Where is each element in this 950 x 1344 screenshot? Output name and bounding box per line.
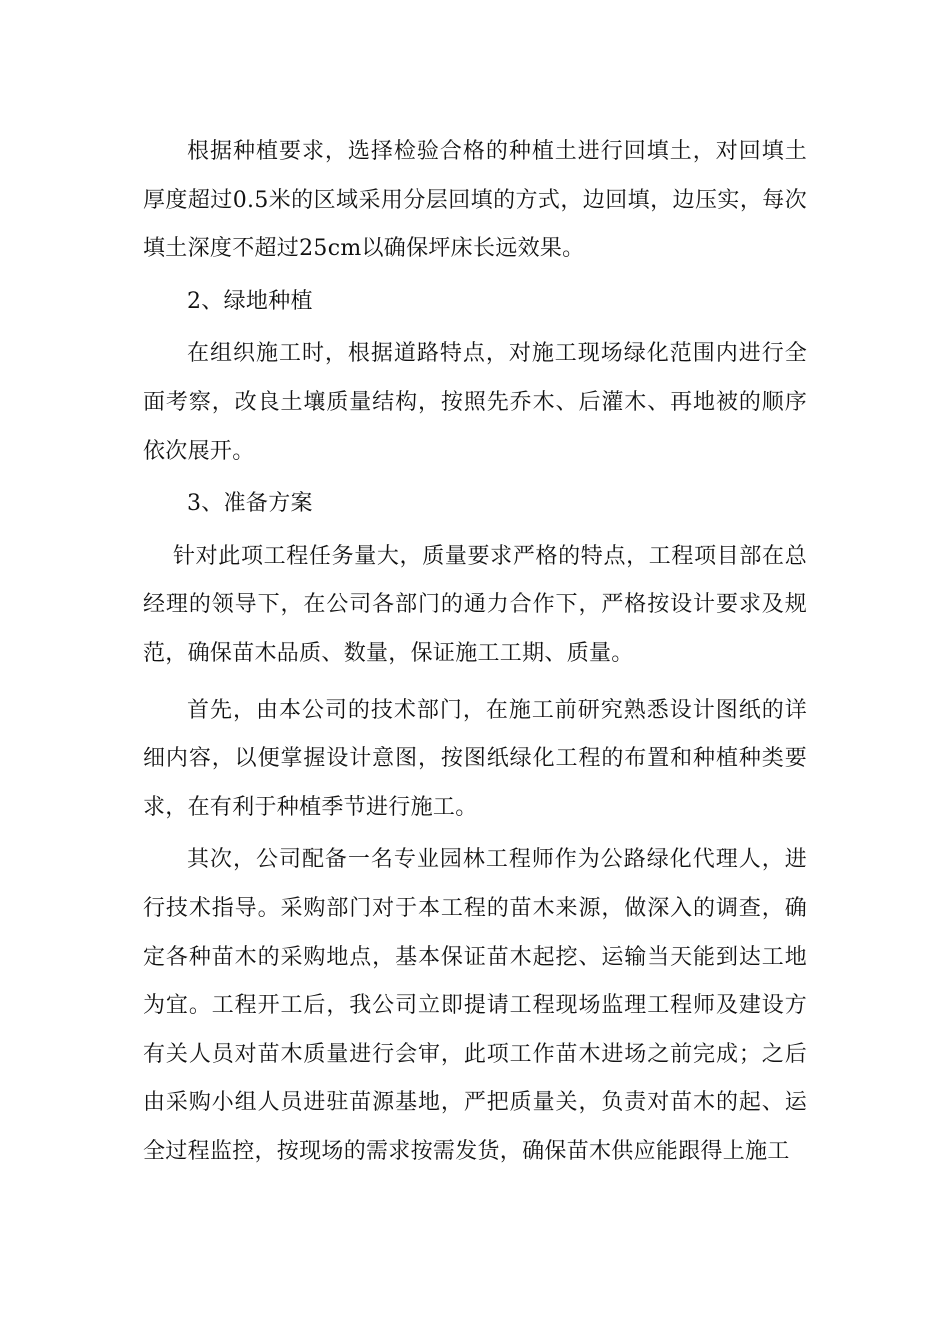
section-heading-preparation-plan: 3、准备方案 <box>187 491 313 517</box>
paragraph-task-overview: 针对此项工程任务量大，质量要求严格的特点，工程项目部在总经理的领导下，在公司各部门的通力合作下，严格按设计要求及规范，确保苗木品质、数量，保证施工工期、质量。 <box>143 543 807 666</box>
section-heading-green-planting: 2、绿地种植 <box>187 288 313 314</box>
paragraph-first-step: 首先，由本公司的技术部门，在施工前研究熟悉设计图纸的详细内容，以便掌握设计意图，按图纸绿化工程的布置和种植种类要求，在有利于种植季节进行施工。 <box>143 697 807 820</box>
paragraph-organization: 在组织施工时，根据道路特点，对施工现场绿化范围内进行全面考察，改良土壤质量结构，按照先乔木、后灌木、再地被的顺序依次展开。 <box>143 341 807 464</box>
document-body <box>143 128 807 1176</box>
paragraph-backfill: 根据种植要求，选择检验合格的种植土进行回填土，对回填土厚度超过0.5米的区域采用分层回填的方式，边回填，边压实，每次填土深度不超过25cm以确保坪床长远效果。 <box>143 139 807 262</box>
paragraph-second-step: 其次，公司配备一名专业园林工程师作为公路绿化代理人，进行技术指导。采购部门对于本工程的苗木来源，做深入的调查，确定各种苗木的采购地点，基本保证苗木起挖、运输当天能到达工地为宜。工程开工后，我公司立即提请工程现场监理工程师及建设方有关人员对苗木质量进行会审，此项工作苗木进场之前完成；之后由采购小组人员进驻苗源基地，严把质量关，负责对苗木的起、运全过程监控，按现场的需求按需发货，确保苗木供应能跟得上施工 <box>143 847 807 1164</box>
